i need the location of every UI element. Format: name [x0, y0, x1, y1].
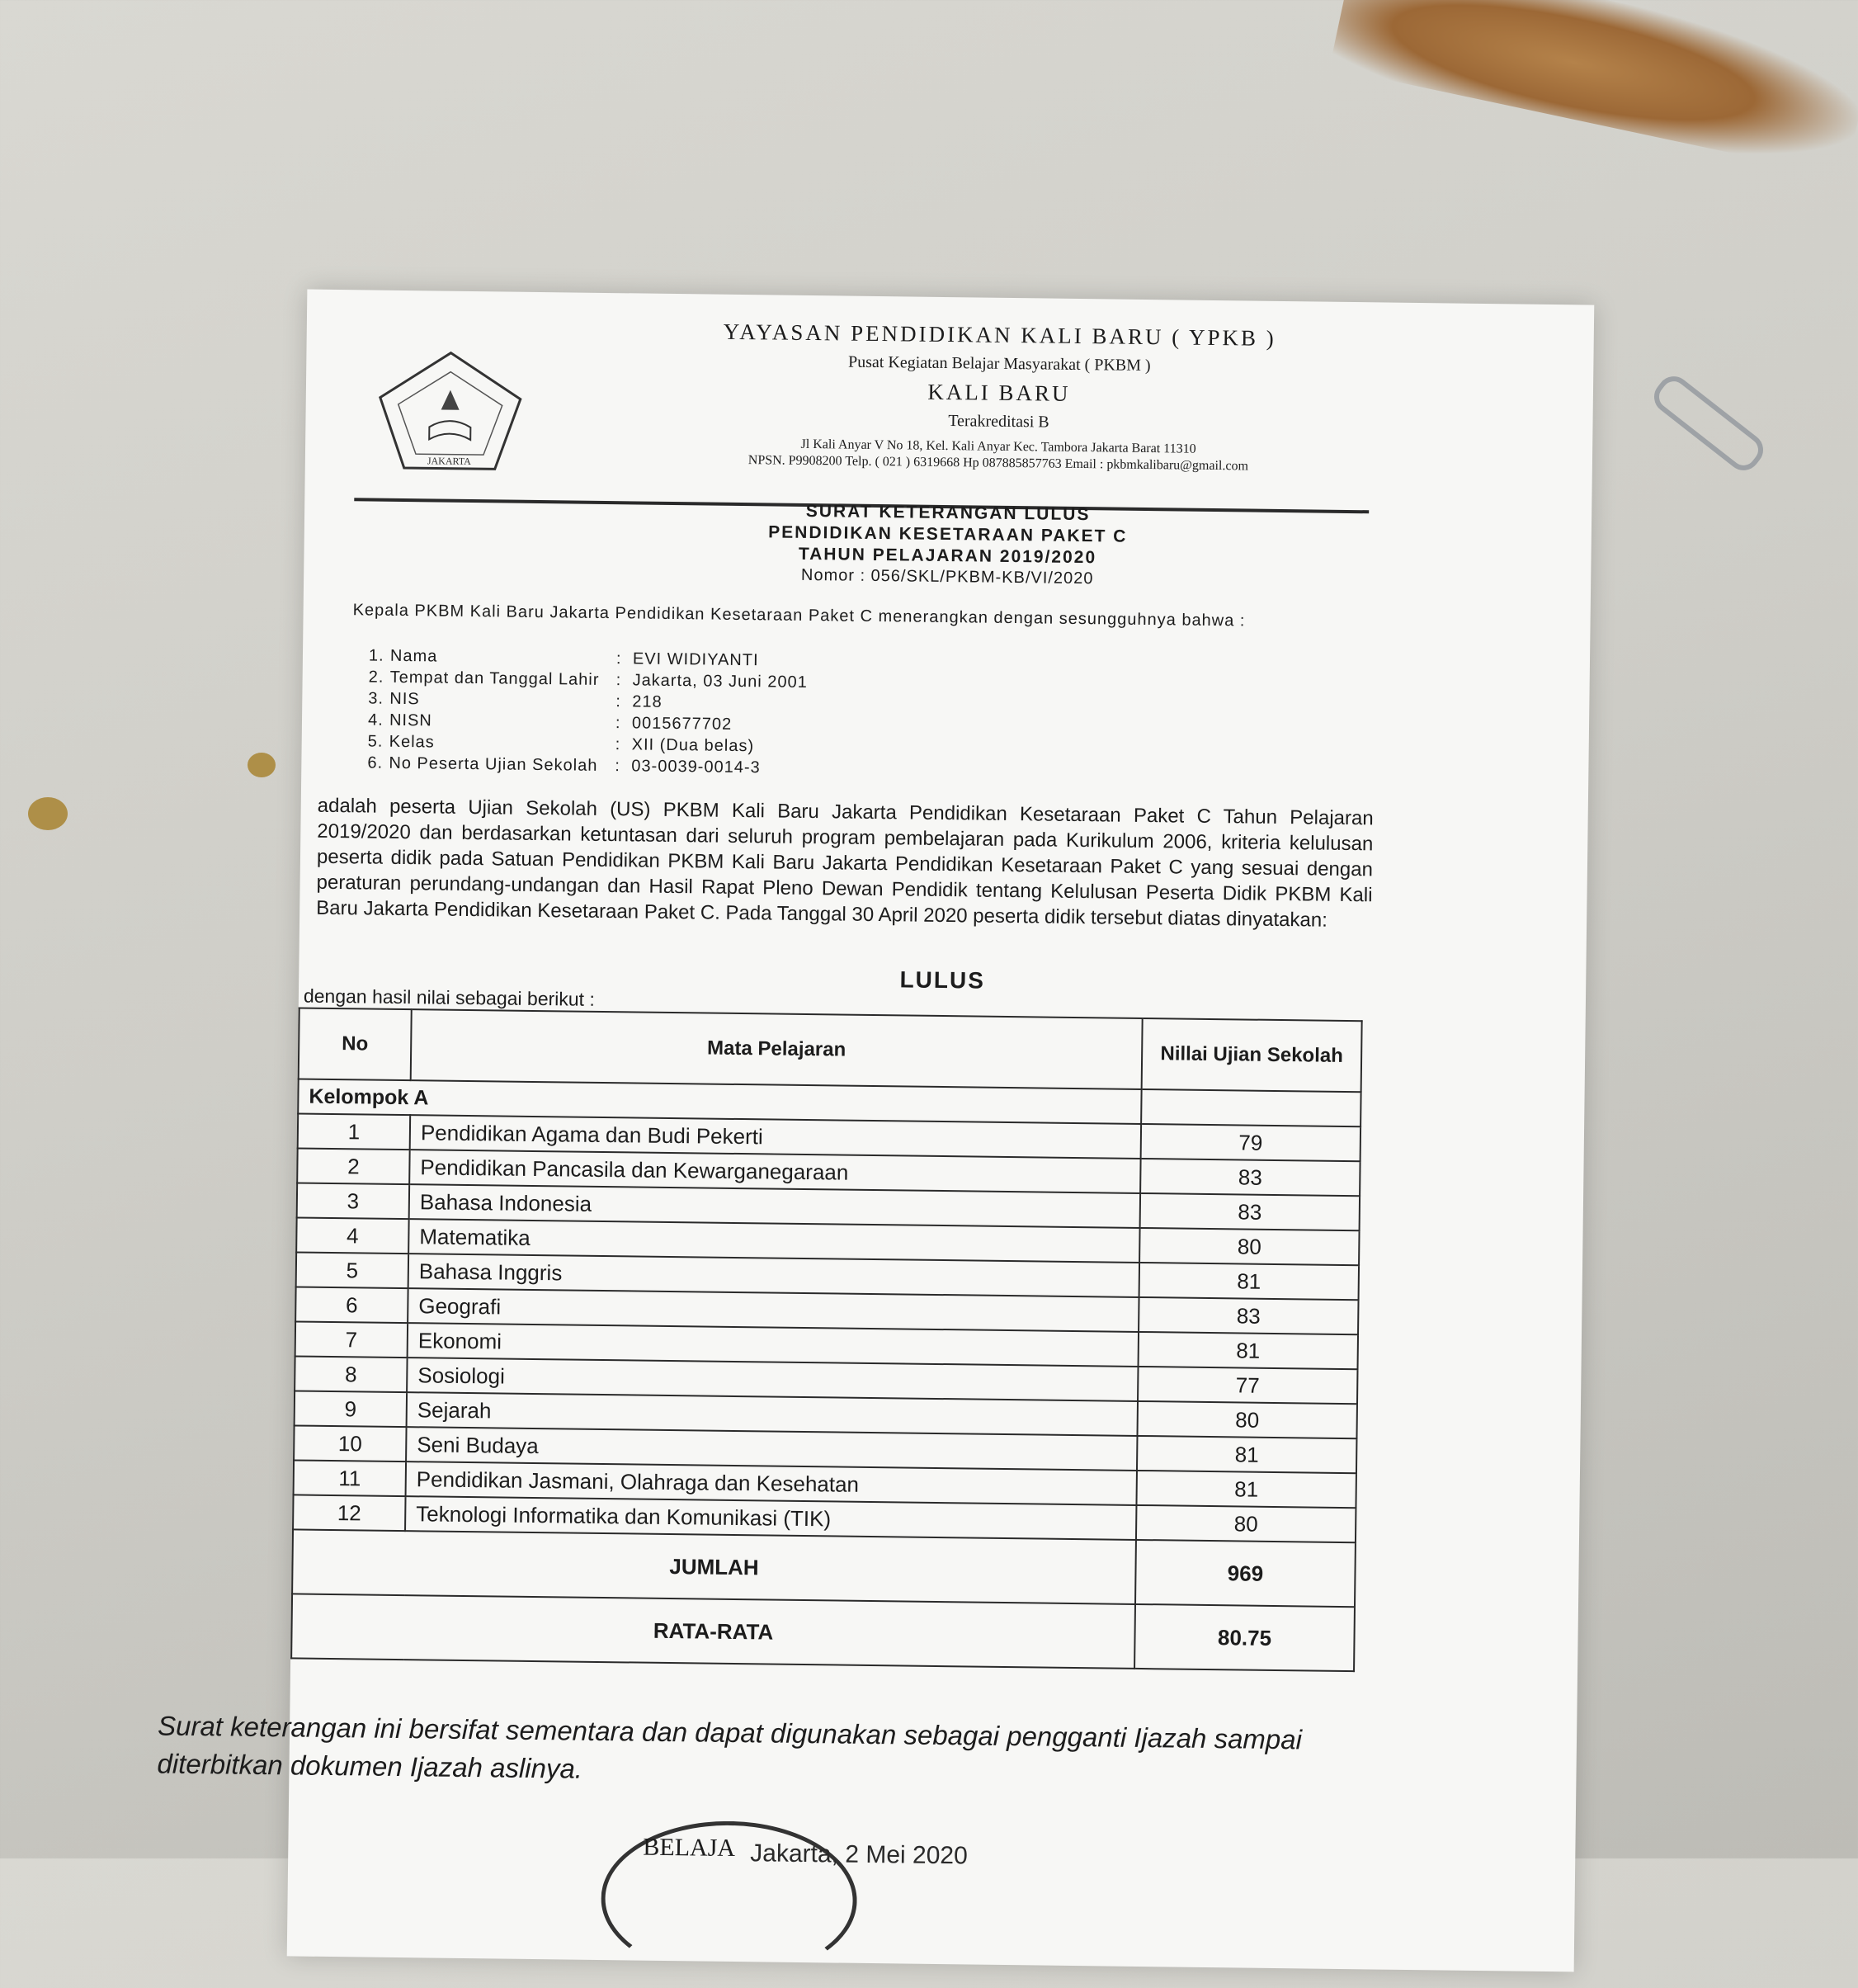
- row-subject: Pendidikan Agama dan Budi Pekerti: [410, 1115, 1141, 1159]
- logo-caption: JAKARTA: [427, 455, 471, 467]
- field-value: EVI WIDIYANTI: [632, 649, 759, 670]
- field-label: NIS: [389, 689, 420, 709]
- row-no: 1: [298, 1113, 411, 1150]
- document-number: Nomor : 056/SKL/PKBM-KB/VI/2020: [800, 565, 1094, 588]
- address: Jl Kali Anyar V No 18, Kel. Kali Anyar Kec. Tambora Jakarta Barat 11310: [800, 437, 1196, 456]
- grades-table: [290, 1007, 1363, 1672]
- field-number: 4.: [367, 711, 384, 730]
- foundation-name: YAYASAN PENDIDIKAN KALI BARU ( YPKB ): [723, 319, 1276, 351]
- row-score: 81: [1137, 1436, 1356, 1473]
- row-score: 81: [1139, 1332, 1358, 1369]
- group-score-empty: [1141, 1089, 1360, 1126]
- row-score: 79: [1141, 1124, 1360, 1161]
- result-intro: dengan hasil nilai sebagai berikut :: [303, 985, 595, 1010]
- row-no: 9: [295, 1391, 408, 1427]
- document-title: [304, 494, 1592, 595]
- rust-debris: [1329, 0, 1858, 177]
- institution-name: KALI BARU: [927, 379, 1071, 406]
- row-no: 4: [296, 1217, 409, 1254]
- title-line-3: TAHUN PELAJARAN 2019/2020: [798, 544, 1097, 568]
- intro-text: Kepala PKBM Kali Baru Jakarta Pendidikan Kesetaraan Paket C menerangkan dengan sesungguhnya bahwa :: [352, 601, 1246, 630]
- field-separator: :: [615, 671, 622, 690]
- row-no: 7: [295, 1321, 408, 1358]
- total-value: 969: [1135, 1540, 1356, 1607]
- field-label: Kelas: [389, 732, 435, 752]
- row-subject: Bahasa Indonesia: [409, 1184, 1140, 1228]
- stain-2: [28, 797, 68, 830]
- row-score: 83: [1139, 1297, 1358, 1334]
- field-value: XII (Dua belas): [631, 735, 755, 756]
- row-subject: Pendidikan Pancasila dan Kewarganegaraan: [409, 1150, 1140, 1193]
- title-line-1: SURAT KETERANGAN LULUS: [805, 501, 1091, 525]
- average-value: 80.75: [1134, 1604, 1355, 1671]
- footer-note: Surat keterangan ini bersifat sementara dan dapat digunakan sebagai pengganti Ijazah sampai diterbitkan dokumen Ijazah aslinya.: [157, 1710, 1303, 1784]
- row-no: 11: [294, 1460, 407, 1496]
- field-number: 5.: [367, 732, 384, 751]
- issue-date: Jakarta, 2 Mei 2020: [750, 1839, 968, 1870]
- field-number: 2.: [368, 668, 384, 687]
- contact-info: NPSN. P9908200 Telp. ( 021 ) 6319668 Hp 087885857763 Email : pkbmkalibaru@gmail.com: [747, 453, 1249, 474]
- row-subject: Ekonomi: [408, 1323, 1139, 1367]
- header-no: No: [299, 1008, 412, 1080]
- row-score: 80: [1136, 1505, 1356, 1542]
- average-row: [291, 1594, 1355, 1671]
- stain-1: [248, 753, 276, 777]
- row-no: 3: [297, 1183, 410, 1219]
- row-no: 6: [295, 1287, 408, 1323]
- row-subject: Pendidikan Jasmani, Olahraga dan Kesehatan: [406, 1461, 1137, 1505]
- field-separator: :: [615, 714, 621, 733]
- header-score: Nillai Ujian Sekolah: [1142, 1018, 1362, 1092]
- table-header-row: [299, 1008, 1362, 1092]
- letterhead-text: [495, 316, 1503, 477]
- title-line-2: PENDIDIKAN KESETARAAN PAKET C: [768, 522, 1128, 546]
- row-subject: Matematika: [408, 1219, 1139, 1263]
- field-value: 03-0039-0014-3: [631, 757, 761, 777]
- result-label: LULUS: [899, 966, 986, 994]
- row-no: 2: [297, 1148, 410, 1184]
- field-number: 1.: [368, 646, 384, 665]
- row-score: 83: [1140, 1193, 1360, 1230]
- statement-paragraph: adalah peserta Ujian Sekolah (US) PKBM Kali Baru Jakarta Pendidikan Kesetaraan Paket C Tahun Pelajaran 2019/2020 dan berdasarkan ketuntasan dari seluruh program pembelajaran pada Kurikulum 2006, kriteria kelulusan peserta didik pada Satuan Pendidikan PKBM Kali Baru Jakarta Pendidikan Kesetaraan Paket C yang sesuai dengan peraturan perundang-undangan dan Hasil Rapat Pleno Dewan Pendidik tentang Kelulusan Peserta Didik PKBM Kali Baru Jakarta Pendidikan Kesetaraan Paket C. Pada Tanggal 30 April 2020 peserta didik tersebut diatas dinyatakan:: [316, 794, 1374, 932]
- field-number: 6.: [367, 753, 384, 772]
- row-score: 77: [1138, 1367, 1357, 1404]
- field-separator: :: [615, 735, 621, 754]
- row-subject: Sejarah: [407, 1392, 1138, 1436]
- letterhead: [304, 314, 1594, 520]
- field-value: 0015677702: [631, 714, 733, 734]
- field-label: Tempat dan Tanggal Lahir: [389, 668, 600, 689]
- row-subject: Bahasa Inggris: [408, 1254, 1139, 1297]
- paperclip: [1648, 370, 1770, 477]
- average-label: RATA-RATA: [291, 1594, 1135, 1668]
- center-name: Pusat Kegiatan Belajar Masyarakat ( PKBM ): [847, 352, 1151, 375]
- field-separator: :: [615, 692, 622, 711]
- student-fields: [351, 646, 1375, 787]
- row-subject: Teknologi Informatika dan Komunikasi (TIK): [405, 1496, 1136, 1540]
- total-label: JUMLAH: [292, 1529, 1136, 1603]
- row-no: 10: [294, 1425, 407, 1461]
- field-value: Jakarta, 03 Juni 2001: [632, 671, 809, 692]
- row-no: 12: [293, 1495, 406, 1531]
- certificate-document: [157, 290, 1595, 1972]
- field-number: 3.: [368, 689, 384, 708]
- field-separator: :: [615, 649, 622, 668]
- row-no: 8: [295, 1356, 408, 1392]
- field-value: 218: [632, 692, 663, 711]
- group-label: Kelompok A: [298, 1079, 1141, 1123]
- row-subject: Geografi: [408, 1288, 1139, 1332]
- row-score: 80: [1139, 1228, 1359, 1265]
- field-label: No Peserta Ujian Sekolah: [389, 753, 598, 775]
- accreditation: Terakreditasi B: [948, 412, 1049, 432]
- stamp-text: BELAJA: [643, 1833, 736, 1863]
- row-score: 81: [1136, 1471, 1356, 1508]
- row-score: 81: [1139, 1263, 1359, 1300]
- row-subject: Sosiologi: [407, 1358, 1138, 1401]
- row-no: 5: [296, 1252, 409, 1288]
- field-label: Nama: [389, 646, 438, 666]
- row-subject: Seni Budaya: [406, 1427, 1137, 1471]
- field-label: NISN: [389, 711, 432, 730]
- field-separator: :: [615, 757, 621, 776]
- row-score: 83: [1140, 1159, 1360, 1196]
- row-score: 80: [1137, 1401, 1356, 1438]
- header-subject: Mata Pelajaran: [411, 1009, 1143, 1089]
